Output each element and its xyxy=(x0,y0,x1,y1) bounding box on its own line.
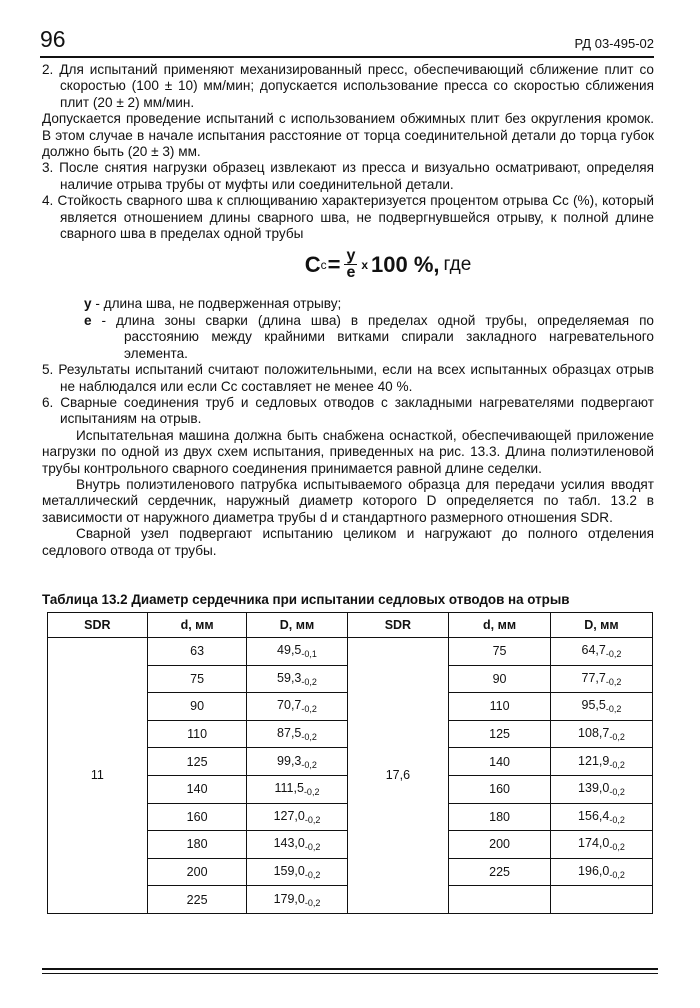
paragraph-6c: Сварной узел подвергают испытанию целиком и нагружают до полного отделения седлового отвода от трубы. xyxy=(42,526,654,558)
cell-D-tolerance: -0,2 xyxy=(304,897,321,908)
cell-D-left xyxy=(247,693,347,721)
paragraph-6a: Испытательная машина должна быть снабжена оснасткой, обеспечивающей приложение нагрузки по одной из двух схем испытания, приведенных на рис. 13.3. Длина полиэтиленовой трубы контрольного сварного соединения принимается равной длине седелки. xyxy=(42,427,654,476)
cell-D-right xyxy=(550,886,652,914)
cell-D-value: 59,3 xyxy=(277,670,302,685)
cell-D-left xyxy=(247,748,347,776)
cell-D-tolerance: -0,2 xyxy=(304,842,321,853)
cell-D-right xyxy=(550,665,652,693)
cell-D-right xyxy=(550,831,652,859)
cell-D-value: 87,5 xyxy=(277,726,302,741)
cell-D-tolerance: -0,2 xyxy=(303,787,320,798)
table-header-row xyxy=(48,613,653,638)
cell-D-tolerance: -0,2 xyxy=(301,676,317,687)
definition-y-symbol: y xyxy=(84,296,92,312)
cell-d-right xyxy=(449,886,551,914)
cell-d-left: 225 xyxy=(147,886,247,914)
cell-D-value: 196,0 xyxy=(578,864,610,879)
cell-D-left xyxy=(247,858,347,886)
cell-D-value: 159,0 xyxy=(273,864,305,879)
paragraph-3: 3. После снятия нагрузки образец извлекают из пресса и визуально осматривают, определяя наличие отрыва трубы от муфты или соединительной детали. xyxy=(42,160,654,192)
cell-D-value: 99,3 xyxy=(277,753,302,768)
header-D-right: D, мм xyxy=(550,613,652,638)
cell-d-right: 125 xyxy=(449,720,551,748)
cell-D-tolerance: -0,1 xyxy=(301,649,317,660)
formula-lhs: C xyxy=(304,251,321,277)
footer-rule-thin xyxy=(42,973,658,974)
cell-D-value: 127,0 xyxy=(273,808,305,823)
definition-y xyxy=(84,296,654,312)
cell-D-left xyxy=(247,775,347,803)
cell-d-left: 180 xyxy=(147,831,247,859)
cell-D-right xyxy=(550,720,652,748)
cell-D-value: 108,7 xyxy=(578,726,610,741)
cell-D-right xyxy=(550,775,652,803)
cell-D-tolerance: -0,2 xyxy=(609,787,625,798)
cell-D-tolerance: -0,2 xyxy=(605,676,622,687)
header-sdr-left: SDR xyxy=(48,613,148,638)
formula-lhs-sub: c xyxy=(320,257,327,272)
formula-fraction xyxy=(344,248,357,281)
formula-times: x xyxy=(361,257,369,272)
cell-d-right: 160 xyxy=(449,775,551,803)
cell-D-tolerance: -0,2 xyxy=(301,732,317,743)
cell-d-left: 110 xyxy=(147,720,247,748)
cell-D-right xyxy=(550,858,652,886)
cell-d-left: 160 xyxy=(147,803,247,831)
cell-D-left xyxy=(247,665,347,693)
body-text xyxy=(42,62,654,559)
definition-y-text: - длина шва, не подверженная отрыву; xyxy=(91,296,342,312)
cell-d-right: 110 xyxy=(449,693,551,721)
cell-D-tolerance: -0,2 xyxy=(605,649,622,660)
cell-D-tolerance: -0,2 xyxy=(609,814,625,825)
core-diameter-table xyxy=(47,612,653,914)
cell-D-value: 111,5 xyxy=(274,781,304,796)
cell-D-tolerance: -0,2 xyxy=(304,814,321,825)
cell-D-left xyxy=(247,803,347,831)
cell-d-right: 90 xyxy=(449,665,551,693)
paragraph-5: 5. Результаты испытаний считают положительными, если на всех испытанных образцах отрыв не наблюдался или если Сс составляет не менее 40 %. xyxy=(42,362,654,394)
table-row xyxy=(48,638,653,666)
definition-e-symbol: e xyxy=(84,312,92,328)
cell-D-value: 95,5 xyxy=(581,698,606,713)
cell-d-right: 180 xyxy=(449,803,551,831)
table-caption: Таблица 13.2 Диаметр сердечника при испытании седловых отводов на отрыв xyxy=(42,592,570,607)
cell-D-right xyxy=(550,693,652,721)
cell-D-value: 77,7 xyxy=(581,670,606,685)
cell-sdr-right: 17,6 xyxy=(347,638,449,914)
definition-e xyxy=(84,313,654,362)
cell-D-tolerance: -0,2 xyxy=(609,759,625,770)
cell-D-tolerance: -0,2 xyxy=(609,870,625,881)
cell-d-left: 63 xyxy=(147,638,247,666)
cell-d-right: 75 xyxy=(449,638,551,666)
cell-D-left xyxy=(247,638,347,666)
cell-D-value: 49,5 xyxy=(277,643,302,658)
formula-rhs: 100 %, xyxy=(371,251,440,277)
cell-d-left: 125 xyxy=(147,748,247,776)
cell-D-left xyxy=(247,886,347,914)
formula: C c = $\frac{y}{e}$ x 100 %, где xyxy=(304,247,472,282)
document-code: РД 03-495-02 xyxy=(574,36,654,51)
formula-numerator: y xyxy=(346,247,356,265)
cell-D-value: 70,7 xyxy=(277,698,302,713)
cell-D-tolerance: -0,2 xyxy=(609,732,625,743)
cell-D-left xyxy=(247,720,347,748)
cell-D-value: 143,0 xyxy=(273,836,305,851)
cell-D-tolerance: -0,2 xyxy=(609,842,625,853)
cell-d-right: 140 xyxy=(449,748,551,776)
formula-denominator: e xyxy=(346,264,356,282)
cell-d-left: 140 xyxy=(147,775,247,803)
page-number: 96 xyxy=(40,26,66,52)
cell-D-value: 174,0 xyxy=(578,836,610,851)
cell-D-value: 121,9 xyxy=(578,753,610,768)
cell-D-value: 64,7 xyxy=(581,643,606,658)
formula-where: где xyxy=(443,253,472,275)
paragraph-6b: Внутрь полиэтиленового патрубка испытываемого образца для передачи усилия вводят металлический сердечник, наружный диаметр которого D определяется по табл. 13.2 в зависимости от наружного диаметра трубы d и стандартного размерного отношения SDR. xyxy=(42,476,654,525)
cell-D-right xyxy=(550,748,652,776)
header-sdr-right: SDR xyxy=(347,613,449,638)
cell-D-left xyxy=(247,831,347,859)
header-D-left: D, мм xyxy=(247,613,347,638)
cell-D-right xyxy=(550,803,652,831)
header-d-left: d, мм xyxy=(147,613,247,638)
cell-D-value: 156,4 xyxy=(578,808,610,823)
paragraph-4: 4. Стойкость сварного шва к сплющиванию характеризуется процентом отрыва Сс (%), который является отношением длины сварного шва, не подвергнувшейся отрыву, к полной длине сварного шва в пределах одной трубы xyxy=(42,193,654,242)
paragraph-2: 2. Для испытаний применяют механизированный пресс, обеспечивающий сближение плит со скоростью (100 ± 10) мм/мин; допускается использование пресса со скоростью сближения плит (20 ± 2) мм/мин. xyxy=(42,62,654,110)
cell-D-value: 179,0 xyxy=(273,891,305,906)
definition-e-text: - длина зоны сварки (длина шва) в пределах одной трубы, определяемая по расстоянию между крайними витками спирали закладного нагревательного элемента. xyxy=(91,312,654,361)
cell-d-right: 200 xyxy=(449,831,551,859)
paragraph-6: 6. Сварные соединения труб и седловых отводов с закладными нагревателями подвергают испытаниям на отрыв. xyxy=(42,394,654,427)
footer-rule xyxy=(42,968,658,970)
cell-d-left: 200 xyxy=(147,858,247,886)
cell-D-right xyxy=(550,638,652,666)
cell-D-tolerance: -0,2 xyxy=(605,704,622,715)
header-d-right: d, мм xyxy=(449,613,551,638)
cell-D-tolerance: -0,2 xyxy=(301,704,317,715)
paragraph-2b: Допускается проведение испытаний с использованием обжимных плит без округления кромок. В этом случае в начале испытания расстояние от торца соединительной детали до торца губок должно быть (20 ± 3) мм. xyxy=(42,111,654,160)
cell-d-left: 75 xyxy=(147,665,247,693)
page-header xyxy=(40,26,654,58)
cell-D-tolerance: -0,2 xyxy=(301,759,317,770)
cell-d-right: 225 xyxy=(449,858,551,886)
cell-D-tolerance: -0,2 xyxy=(304,870,321,881)
cell-D-value: 139,0 xyxy=(578,781,610,796)
cell-d-left: 90 xyxy=(147,693,247,721)
cell-sdr-left: 11 xyxy=(48,638,148,914)
